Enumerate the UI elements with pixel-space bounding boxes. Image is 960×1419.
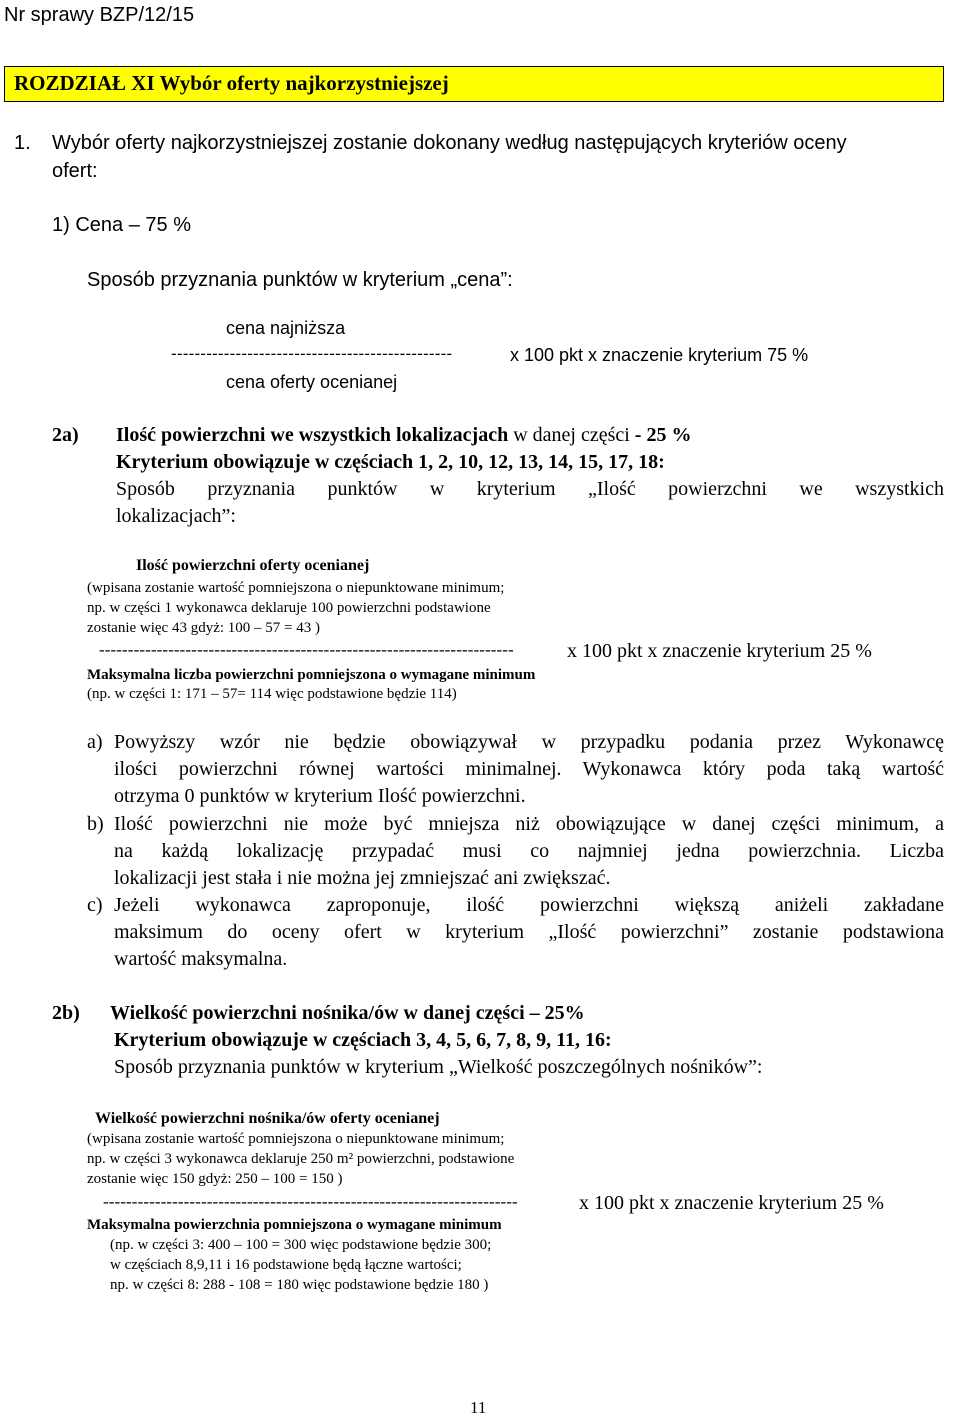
criterion-2b-multiplier: x 100 pkt x znaczenie kryterium 25 %	[579, 1192, 884, 1214]
criterion-2b-method: Sposób przyznania punktów w kryterium „Wielkość poszczególnych nośników”:	[114, 1056, 763, 1078]
criterion-1-numerator: cena najniższa	[226, 318, 346, 338]
criterion-2b-title: Wielkość powierzchni nośnika/ów w danej części – 25%	[110, 1002, 585, 1024]
criterion-2a-method-line-2: lokalizacjach”:	[116, 505, 236, 527]
criterion-2a-multiplier: x 100 pkt x znaczenie kryterium 25 %	[567, 640, 872, 662]
criterion-2a-title-bold: Ilość powierzchni we wszystkich lokalizacjach	[116, 424, 509, 446]
criterion-2a-denominator-note: (np. w części 1: 171 – 57= 114 więc podstawione będzie 114)	[87, 686, 457, 702]
criterion-2a-title	[116, 424, 691, 447]
criterion-1-fraction-line: ------------------------------------------------	[171, 344, 453, 363]
rule-b-line-2: na każdą lokalizację przypadać musi co najmniej jedna powierzchnia. Liczba	[114, 840, 944, 862]
criterion-2a-note-3: zostanie więc 43 gdyż: 100 – 57 = 43 )	[87, 620, 320, 636]
criterion-2b-denominator-note-3: np. w części 8: 288 - 108 = 180 więc podstawione będzie 180 )	[110, 1277, 489, 1293]
criterion-2b-denominator-note-1: (np. w części 3: 400 – 100 = 300 więc podstawione będzie 300;	[110, 1237, 492, 1253]
intro-line-2: ofert:	[52, 160, 98, 182]
page-number: 11	[470, 1398, 487, 1417]
rule-c-letter: c)	[87, 894, 103, 916]
rule-a-line-2: ilości powierzchni równej wartości minimalnej. Wykonawca który poda taką wartość	[114, 758, 944, 780]
rule-b-letter: b)	[87, 813, 104, 835]
criterion-2b-fraction-line: ------------------------------------------------------------------------	[103, 1192, 518, 1211]
criterion-2a-denominator: Maksymalna liczba powierzchni pomniejszona o wymagane minimum	[87, 667, 536, 683]
rule-c-line-1: Jeżeli wykonawca zaproponuje, ilość powierzchni większą aniżeli zakładane	[114, 894, 944, 916]
criterion-2b-numerator: Wielkość powierzchni nośnika/ów oferty ocenianej	[95, 1110, 440, 1127]
criterion-2a-method-line-1: Sposób przyznania punktów w kryterium „Ilość powierzchni we wszystkich	[116, 478, 944, 500]
intro-number: 1.	[14, 132, 31, 154]
rule-a-line-3: otrzyma 0 punktów w kryterium Ilość powierzchni.	[114, 785, 526, 807]
criterion-2a-note-2: np. w części 1 wykonawca deklaruje 100 powierzchni podstawione	[87, 600, 491, 616]
criterion-2b-note-1: (wpisana zostanie wartość pomniejszona o niepunktowane minimum;	[87, 1131, 505, 1147]
criterion-2a-fraction-line: ------------------------------------------------------------------------	[99, 640, 514, 659]
criterion-2a-label: 2a)	[52, 424, 79, 446]
criterion-2a-numerator: Ilość powierzchni oferty ocenianej	[136, 557, 370, 574]
rule-b-line-3: lokalizacji jest stała i nie można jej zmniejszać ani zwiększać.	[114, 867, 611, 889]
criterion-2b-applies: Kryterium obowiązuje w częściach 3, 4, 5, 6, 7, 8, 9, 11, 16:	[114, 1029, 612, 1051]
rule-c-line-3: wartość maksymalna.	[114, 948, 288, 970]
rule-a-line-1: Powyższy wzór nie będzie obowiązywał w przypadku podania przez Wykonawcę	[114, 731, 944, 753]
section-title: ROZDZIAŁ XI Wybór oferty najkorzystniejszej	[14, 71, 449, 95]
criterion-1-denominator: cena oferty ocenianej	[226, 372, 398, 392]
rule-c-line-2: maksimum do oceny ofert w kryterium „Ilość powierzchni” zostanie podstawiona	[114, 921, 944, 943]
criterion-2a-title-pct: - 25 %	[629, 424, 692, 446]
criterion-2b-denominator: Maksymalna powierzchnia pomniejszona o wymagane minimum	[87, 1217, 502, 1233]
criterion-2b-note-3: zostanie więc 150 gdyż: 250 – 100 = 150 )	[87, 1171, 343, 1187]
criterion-2b-label: 2b)	[52, 1002, 80, 1024]
intro-line-1: Wybór oferty najkorzystniejszej zostanie dokonany według następujących kryteriów oceny	[52, 132, 847, 154]
rule-b-line-1: Ilość powierzchni nie może być mniejsza niż obowiązujące w danej części minimum, a	[114, 813, 944, 835]
criterion-2a-applies: Kryterium obowiązuje w częściach 1, 2, 10, 12, 13, 14, 15, 17, 18:	[116, 451, 665, 473]
criterion-1-title: 1) Cena – 75 %	[52, 214, 191, 236]
rule-a-letter: a)	[87, 731, 103, 753]
criterion-2b-denominator-note-2: w częściach 8,9,11 i 16 podstawione będą łączne wartości;	[110, 1257, 462, 1273]
criterion-1-multiplier: x 100 pkt x znaczenie kryterium 75 %	[510, 345, 809, 365]
criterion-2b-note-2: np. w części 3 wykonawca deklaruje 250 m² powierzchni, podstawione	[87, 1151, 515, 1167]
case-number: Nr sprawy BZP/12/15	[4, 4, 195, 26]
criterion-2a-note-1: (wpisana zostanie wartość pomniejszona o niepunktowane minimum;	[87, 580, 505, 596]
criterion-1-method: Sposób przyznania punktów w kryterium „cena”:	[87, 269, 513, 291]
criterion-2a-title-normal: w danej części	[508, 424, 630, 446]
